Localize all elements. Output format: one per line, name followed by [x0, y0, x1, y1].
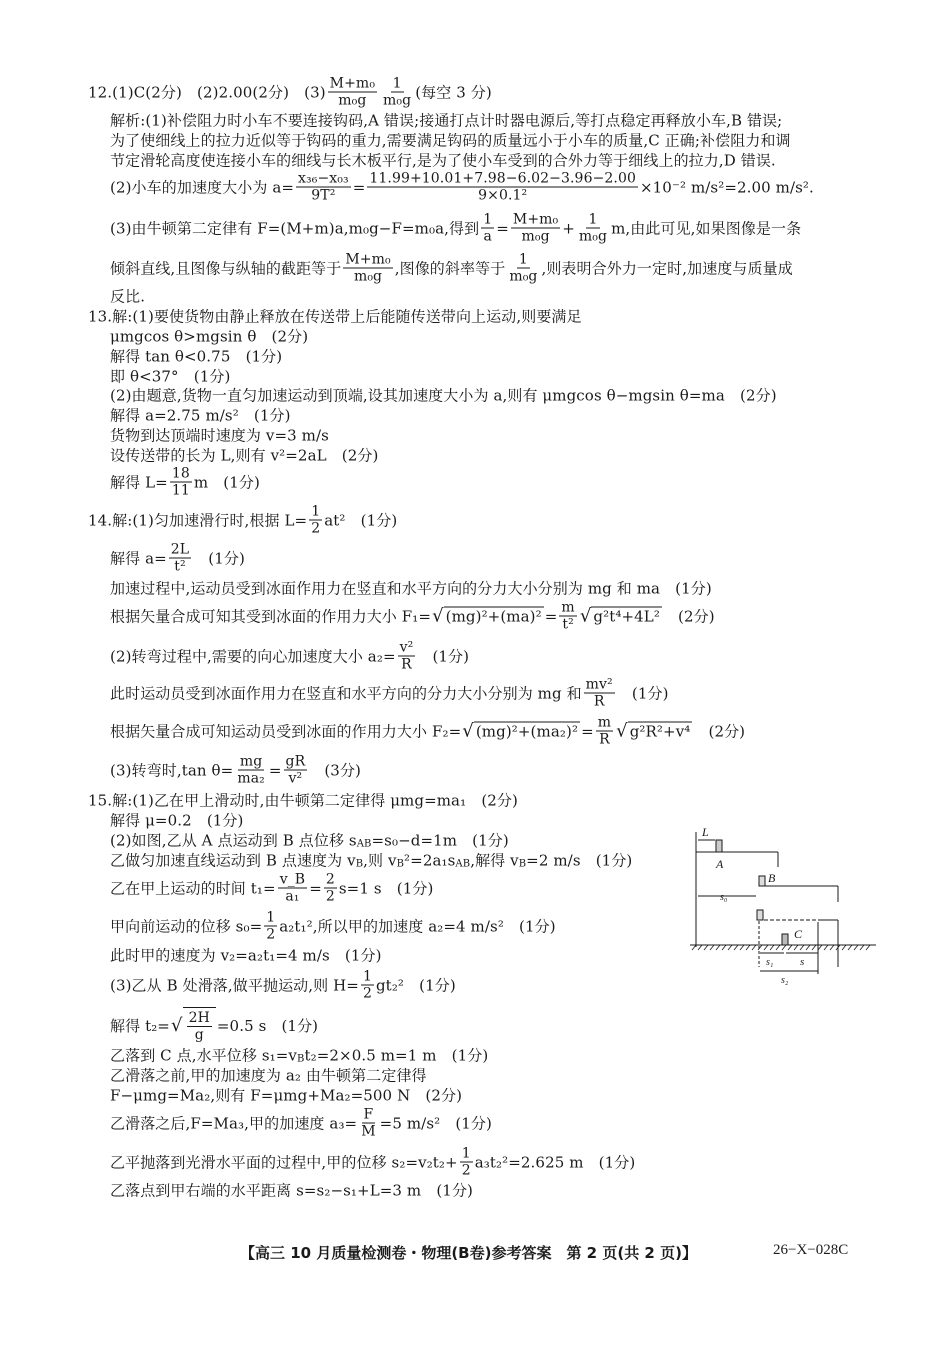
text-segment: +: [562, 219, 575, 237]
label-s1: s₁: [766, 957, 774, 968]
text-segment: 为了使细线上的拉力近似等于钩码的重力,需要满足钩码的质量远小于小车的质量,C 正确;补偿阻力和调: [110, 131, 791, 150]
text-segment: =s₀−d=1m (1分): [371, 831, 509, 850]
text-line: [110, 405, 291, 426]
denominator: R: [599, 731, 610, 748]
text-segment: 此时甲的速度为 v₂=a₂t₁=4 m/s (1分): [110, 946, 382, 965]
numerator: v_B: [279, 871, 306, 888]
denominator: a: [483, 228, 492, 245]
text-line: [110, 945, 382, 966]
text-segment: 解得 L=: [110, 473, 168, 492]
fraction: [511, 212, 560, 245]
numerator: gR: [285, 753, 306, 770]
text-segment: 即 θ<37° (1分): [110, 367, 231, 386]
text-segment: (2)转弯过程中,需要的向心加速度大小 a₂=: [110, 647, 396, 666]
denominator: 2: [461, 1162, 471, 1179]
text-segment: 甲向前运动的位移 s₀=: [110, 917, 263, 936]
text-segment: (每空 3 分): [415, 83, 492, 102]
subscript: AB: [455, 858, 471, 870]
text-segment: 货物到达顶端时速度为 v=3 m/s: [110, 426, 329, 445]
text-segment: at² (1分): [324, 511, 398, 530]
text-line: [110, 252, 793, 285]
text-segment: 此时运动员受到冰面作用力在竖直和水平方向的分力大小分别为 mg 和: [110, 684, 582, 703]
text-line: [110, 1085, 462, 1106]
text-segment: (2分): [693, 722, 746, 741]
fraction: [324, 872, 337, 905]
radicand: (mg)²+(ma)²: [445, 607, 542, 626]
text-line: [110, 1007, 318, 1043]
text-segment: a₃t₂²=2.625 m (1分): [474, 1153, 636, 1172]
text-segment: =5 m/s² (1分): [379, 1114, 492, 1133]
text-segment: 加速过程中,运动员受到冰面作用力在竖直和水平方向的分力大小分别为 mg 和 ma (1分): [110, 579, 712, 598]
square-root: [432, 606, 544, 627]
denominator: m₀g: [578, 228, 608, 245]
text-segment: ,则表明合外力一定时,加速度与质量成: [541, 259, 793, 278]
problem-15-diagram: [688, 822, 878, 987]
text-segment: (1分): [616, 684, 669, 703]
text-line: [110, 969, 456, 1002]
text-segment: =: [352, 178, 366, 196]
text-line: [110, 1180, 473, 1201]
label-A: A: [716, 857, 724, 871]
text-line: [110, 715, 745, 748]
numerator: M+m₀: [329, 75, 376, 92]
numerator: 1: [392, 75, 402, 92]
text-segment: 根据矢量合成可知其受到冰面的作用力大小 F₁=: [110, 607, 432, 626]
text-segment: 反比.: [110, 287, 146, 306]
numerator: m: [597, 714, 612, 731]
subscript: B: [396, 858, 405, 870]
numerator: mg: [239, 753, 263, 770]
text-segment: 乙落到 C 点,水平位移 s₁=v: [110, 1046, 298, 1065]
fraction: [367, 171, 638, 204]
denominator: 2: [311, 520, 321, 537]
footer-title: 【高三 10 月质量检测卷・物理(B卷)参考答案 第 2 页(共 2 页)】: [240, 1244, 697, 1262]
numerator: mv²: [585, 676, 613, 693]
denominator: 2: [266, 926, 276, 943]
text-segment: μmgcos θ>mgsin θ (2分): [110, 327, 309, 346]
text-segment: =: [268, 761, 282, 779]
text-segment: ,解得 v: [470, 851, 519, 870]
text-segment: s=1 s (1分): [338, 879, 434, 898]
denominator: m₀g: [521, 228, 550, 245]
text-line: [110, 171, 814, 204]
fraction: [187, 1010, 212, 1043]
label-s: s: [800, 956, 805, 968]
text-line: [110, 830, 509, 851]
radicand: (mg)²+(ma₂)²: [475, 722, 579, 741]
numerator: 1: [518, 251, 528, 268]
label-B: B: [768, 871, 776, 885]
text-line: [110, 1045, 488, 1066]
denominator: a₁: [285, 888, 300, 905]
fraction: [481, 212, 494, 245]
denominator: 2: [325, 888, 335, 905]
text-segment: 解析:(1)补偿阻力时小车不要连接钩码,A 错误;接通打点计时器电源后,等打点稳定再释放小车,B 错误;: [110, 111, 783, 130]
label-C: C: [794, 927, 803, 941]
denominator: m₀g: [509, 268, 538, 285]
numerator: v²: [399, 639, 414, 656]
numerator: 1: [311, 503, 321, 520]
text-line: [110, 640, 469, 673]
text-line: [110, 1107, 492, 1140]
subscript: AB: [356, 838, 372, 850]
radical-sign-icon: √: [170, 1014, 183, 1036]
label-s0: s₀: [720, 892, 728, 903]
text-line: [110, 600, 715, 633]
label-s2: s₂: [781, 975, 789, 986]
numerator: 1: [362, 968, 372, 985]
radical-sign-icon: √: [462, 720, 474, 742]
text-segment: =: [581, 722, 594, 740]
text-segment: ,则 v: [363, 851, 397, 870]
text-segment: 设传送带的长为 L,则有 v²=2aL (2分): [110, 446, 379, 465]
numerator: 18: [171, 465, 190, 482]
numerator: 1: [483, 211, 493, 228]
text-segment: 13.解:(1)要使货物由静止释放在传送带上后能随传送带向上运动,则要满足: [88, 307, 582, 326]
text-segment: (2)由题意,货物一直匀加速运动到顶端,设其加速度大小为 a,则有 μmgcos θ−mgsin θ=ma (2分): [110, 386, 777, 405]
denominator: m₀g: [383, 92, 412, 109]
text-line: [110, 872, 433, 905]
text-segment: 12.(1)C(2分) (2)2.00(2分) (3): [88, 83, 326, 102]
fraction: [328, 76, 377, 109]
fraction: [460, 1146, 473, 1179]
text-segment: 乙平抛落到光滑水平面的过程中,甲的位移 s₂=v₂t₂+: [110, 1153, 458, 1172]
text-segment: ×10⁻² m/s²=2.00 m/s².: [639, 178, 814, 196]
text-line: [110, 1065, 427, 1086]
fraction: [359, 1107, 377, 1140]
text-segment: a₂t₁²,所以甲的加速度 a₂=4 m/s² (1分): [279, 917, 556, 936]
text-line: [110, 754, 361, 787]
text-line: [110, 286, 145, 307]
fraction: [381, 76, 413, 109]
text-line: [110, 466, 260, 499]
radicand: g²R²+v⁴: [629, 722, 691, 741]
text-segment: =2 m/s (1分): [526, 851, 633, 870]
fraction: [235, 754, 267, 787]
text-line: [110, 346, 282, 367]
denominator: R: [593, 693, 605, 710]
text-line: [110, 150, 776, 171]
text-segment: 乙在甲上运动的时间 t₁=: [110, 879, 276, 898]
radicand: g²t⁴+4L²: [593, 607, 660, 626]
square-root: [616, 721, 692, 742]
numerator: M+m₀: [512, 211, 559, 228]
denominator: m₀g: [338, 92, 367, 109]
text-segment: (1分): [193, 549, 245, 568]
fraction: [170, 466, 192, 499]
text-segment: (3)转弯时,tan θ=: [110, 761, 234, 780]
fraction: [596, 715, 613, 748]
text-segment: =: [496, 219, 509, 237]
footer-code: 26−X−028C: [773, 1242, 849, 1258]
text-segment: 14.解:(1)匀加速滑行时,根据 L=: [88, 511, 308, 530]
denominator: ma₂: [237, 770, 265, 787]
denominator: 9T²: [311, 187, 336, 204]
fraction: [284, 754, 308, 787]
denominator: t²: [562, 616, 574, 633]
fraction: [398, 640, 416, 673]
text-segment: ²=2a₁s: [404, 851, 456, 869]
text-line: [110, 445, 378, 466]
square-root: [580, 606, 662, 627]
text-segment: t₂=2×0.5 m=1 m (1分): [304, 1046, 489, 1065]
text-segment: (2)如图,乙从 A 点运动到 B 点位移 s: [110, 831, 357, 850]
text-line: [110, 542, 245, 575]
fraction: [343, 252, 392, 285]
fraction: [559, 600, 576, 633]
text-segment: 解得 μ=0.2 (1分): [110, 811, 244, 830]
text-segment: gt₂² (1分): [375, 976, 456, 995]
denominator: m₀g: [353, 268, 383, 285]
text-segment: (3)由牛顿第二定律有 F=(M+m)a,m₀g−F=m₀a,得到: [110, 219, 480, 238]
text-segment: 解得 a=2.75 m/s² (1分): [110, 406, 291, 425]
text-segment: (2)小车的加速度大小为 a=: [110, 178, 295, 197]
numerator: x₃₆−x₀₃: [298, 170, 349, 187]
text-segment: 解得 a=: [110, 549, 167, 568]
text-line: [110, 850, 632, 871]
subscript: B: [518, 858, 527, 870]
radical-sign-icon: √: [579, 605, 592, 627]
text-line: [110, 212, 801, 245]
text-segment: 乙落点到甲右端的水平距离 s=s₂−s₁+L=3 m (1分): [110, 1181, 474, 1200]
denominator: R: [401, 656, 412, 673]
text-segment: =: [544, 607, 558, 625]
radical-sign-icon: √: [432, 605, 444, 627]
numerator: 1: [266, 909, 276, 926]
text-segment: 解得 tan θ<0.75 (1分): [110, 347, 283, 366]
subscript: B: [355, 858, 364, 870]
text-line: [110, 366, 230, 387]
text-line: [110, 130, 791, 151]
fraction: [278, 872, 308, 905]
text-segment: (3)乙从 B 处滑落,做平抛运动,则 H=: [110, 976, 359, 995]
text-segment: =: [309, 879, 322, 897]
text-segment: 乙滑落之后,F=Ma₃,甲的加速度 a₃=: [110, 1114, 358, 1133]
text-segment: 倾斜直线,且图像与纵轴的截距等于: [110, 259, 342, 278]
numerator: m: [561, 599, 575, 616]
text-line: [88, 504, 397, 537]
text-segment: 解得 t₂=: [110, 1016, 170, 1035]
text-line: [110, 1146, 635, 1179]
denominator: 11: [171, 482, 190, 499]
numerator: 2H: [188, 1010, 210, 1026]
text-segment: (1分): [417, 647, 470, 666]
text-line: [110, 385, 777, 406]
numerator: 11.99+10.01+7.98−6.02−3.96−2.00: [369, 170, 636, 187]
text-line: [110, 578, 712, 599]
fraction: [577, 212, 609, 245]
text-line: [110, 110, 782, 131]
text-segment: (3分): [309, 761, 361, 780]
numerator: M+m₀: [345, 251, 391, 268]
fraction: [309, 504, 322, 537]
fraction: [169, 542, 191, 575]
text-line: [88, 306, 582, 327]
denominator: 2: [362, 985, 372, 1002]
fraction: [507, 252, 539, 285]
numerator: F: [363, 1106, 374, 1123]
text-line: [110, 326, 308, 347]
text-segment: F−μmg=Ma₂,则有 F=μmg+Ma₂=500 N (2分): [110, 1086, 463, 1105]
text-line: [110, 810, 244, 831]
fraction: [584, 677, 615, 710]
denominator: v²: [288, 770, 303, 787]
denominator: g: [194, 1027, 204, 1043]
text-line: [110, 425, 329, 446]
text-line: [88, 790, 518, 811]
denominator: t²: [174, 558, 186, 575]
text-line: [110, 677, 669, 710]
denominator: 9×0.1²: [478, 187, 528, 204]
text-segment: m (1分): [193, 473, 260, 492]
text-segment: 根据矢量合成可知运动员受到冰面的作用力大小 F₂=: [110, 722, 462, 741]
numerator: 1: [588, 211, 598, 228]
numerator: 2: [325, 871, 335, 888]
denominator: M: [361, 1123, 376, 1140]
fraction: [361, 969, 374, 1002]
fraction: [296, 171, 351, 204]
text-segment: (2分): [662, 607, 715, 626]
numerator: 1: [461, 1145, 471, 1162]
fraction: [264, 910, 277, 943]
text-segment: 15.解:(1)乙在甲上滑动时,由牛顿第二定律得 μmg=ma₁ (2分): [88, 791, 518, 810]
square-root: [462, 721, 580, 742]
text-segment: m,由此可见,如果图像是一条: [611, 219, 802, 238]
text-line: [110, 910, 556, 943]
subscript: B: [297, 1053, 305, 1065]
label-L: L: [702, 825, 709, 839]
text-segment: 乙滑落之前,甲的加速度为 a₂ 由牛顿第二定律得: [110, 1066, 427, 1085]
text-line: [88, 76, 492, 109]
radical-sign-icon: √: [616, 720, 628, 742]
text-segment: ,图像的斜率等于: [394, 259, 506, 278]
text-segment: 节定滑轮高度使连接小车的细线与长木板平行,是为了使小车受到的合外力等于细线上的拉力,D 错误.: [110, 151, 776, 170]
radicand: [183, 1007, 216, 1043]
numerator: 2L: [170, 541, 190, 558]
text-segment: =0.5 s (1分): [216, 1016, 319, 1035]
square-root: [171, 1007, 216, 1043]
text-segment: 乙做匀加速直线运动到 B 点速度为 v: [110, 851, 356, 870]
